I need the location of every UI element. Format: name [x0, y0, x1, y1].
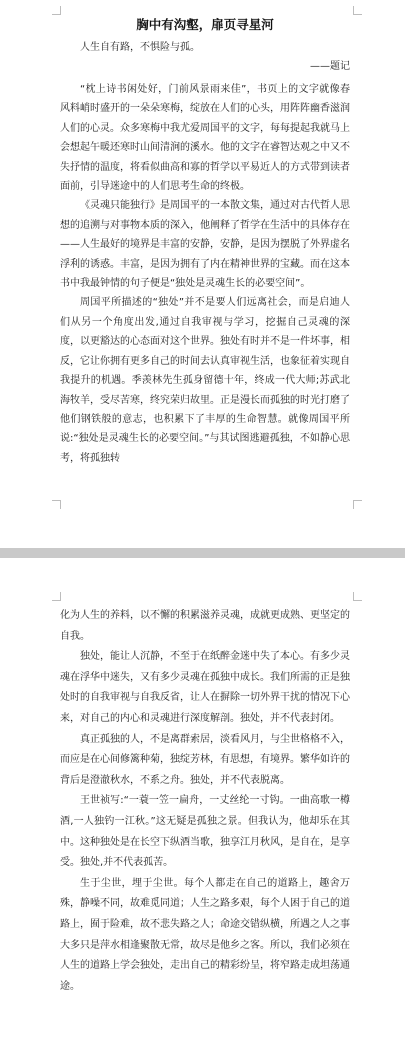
page-corner-mark — [52, 500, 61, 509]
page-corner-mark — [353, 592, 362, 601]
paragraph: 真正孤独的人，不是离群索居，淡看风月，与尘世格格不入，而应是在心间修篱种菊，独绽芳林，有思想，有境界。繁华如许的背后是澄澈秋水，不系之舟。独处，并不代表脱离。 — [60, 733, 350, 786]
epigraph-attribution: ——题记 — [310, 61, 350, 72]
page-corner-mark — [52, 6, 61, 15]
essay-title: 胸中有沟壑，扉页寻星河 — [136, 17, 274, 32]
paragraph: 独处，能让人沉静，不至于在纸醉金迷中失了本心。有多少灵魂在浮华中迷失，又有多少灵魂在孤独中成长。我们所需的正是独处时的自我审视与自我反省，让人在摒除一切外界干扰的情况下心来，对自己的内心和灵魂进行深度解剖。独处，并不代表封闭。 — [60, 651, 350, 724]
paragraph: 王世祯写:“一蓑一笠一扁舟，一丈丝纶一寸钩。一曲高歌一樽酒,一人独钓一江秋。”这无疑是孤独之景。但我认为，他却乐在其中。这种独处是在长空下纵酒当歌，独享江月秋风，是自在，是享受。独处,并不代表孤苦。 — [60, 795, 350, 869]
paragraph: 生于尘世，埋于尘世。每个人都走在自己的道路上，趣舍万殊，静噪不同，故难觅同道；人生之路多艰，每个人困于自己的道路上，囿于险难，故不悲失路之人；命途交错纵横，所遇之人之事大多只是萍水相逢聚散无常，故尽是他乡之客。所以，我们必须在人生的道路上学会独处，走出自己的精彩纷呈，将窄路走成坦荡通途。 — [60, 877, 350, 992]
paragraph: 《灵魂只能独行》是周国平的一本散文集，通过对古代哲人思想的追溯与对事物本质的深入，他阐释了哲学在生活中的具体存在——人生最好的境界是丰富的安静，安静，是因为摆脱了外界虚名浮利的诱惑。丰富，是因为拥有了内在精神世界的宝藏。而在这本书中我最钟情的句子便是“独处是灵魂生长的必要空间”。 — [60, 200, 350, 290]
paragraph: “枕上诗书闲处好，门前风景雨来佳”，书页上的文字就像春风料峭时盛开的一朵朵寒梅，绽放在人们的心头，用阵阵幽香滋润人们的心灵。众多寒梅中我尤爱周国平的文字，每每提起我就马上会想起午暖还寒时山间清涧的溪水。他的文字在睿智达观之中又不失抒情的温度，将看似曲高和寡的哲学以平易近人的方式带到读者面前，引导迷途中的人们思考生命的终极。 — [60, 84, 350, 193]
page-corner-mark — [353, 500, 362, 509]
page-separator — [0, 548, 405, 558]
page-1-content — [60, 16, 350, 468]
page-corner-mark — [52, 592, 61, 601]
epigraph: 人生自有路，不惧险与孤。 — [80, 42, 200, 53]
page-2-content — [60, 606, 350, 997]
paragraph: 周国平所描述的“独处”并不是要人们远离社会，而是启迪人们从另一个角度出发,通过自我审视与学习，挖掘自己灵魂的深度，以更豁达的心态面对这个世界。独处有时并不是一件坏事，相反，它让你拥有更多自己的时间去认真审视生活，也象征着实现自我提升的机遇。季羡林先生孤身留德十年，终成一代大师;苏武北海牧羊，受尽苦寒，终究荣归故里。正是漫长而孤独的时光打磨了他们钢铁般的意志，也积累下了丰厚的生命智慧。就像周国平所说:“独处是灵魂生长的必要空间。”与其试图逃避孤独，不如静心思考，将孤独转 — [60, 297, 350, 464]
document-page-2 — [0, 558, 405, 1056]
page-corner-mark — [353, 6, 362, 15]
paragraph: 化为人生的养料，以不懈的积累滋养灵魂，成就更成熟、更坚定的自我。 — [60, 610, 350, 642]
